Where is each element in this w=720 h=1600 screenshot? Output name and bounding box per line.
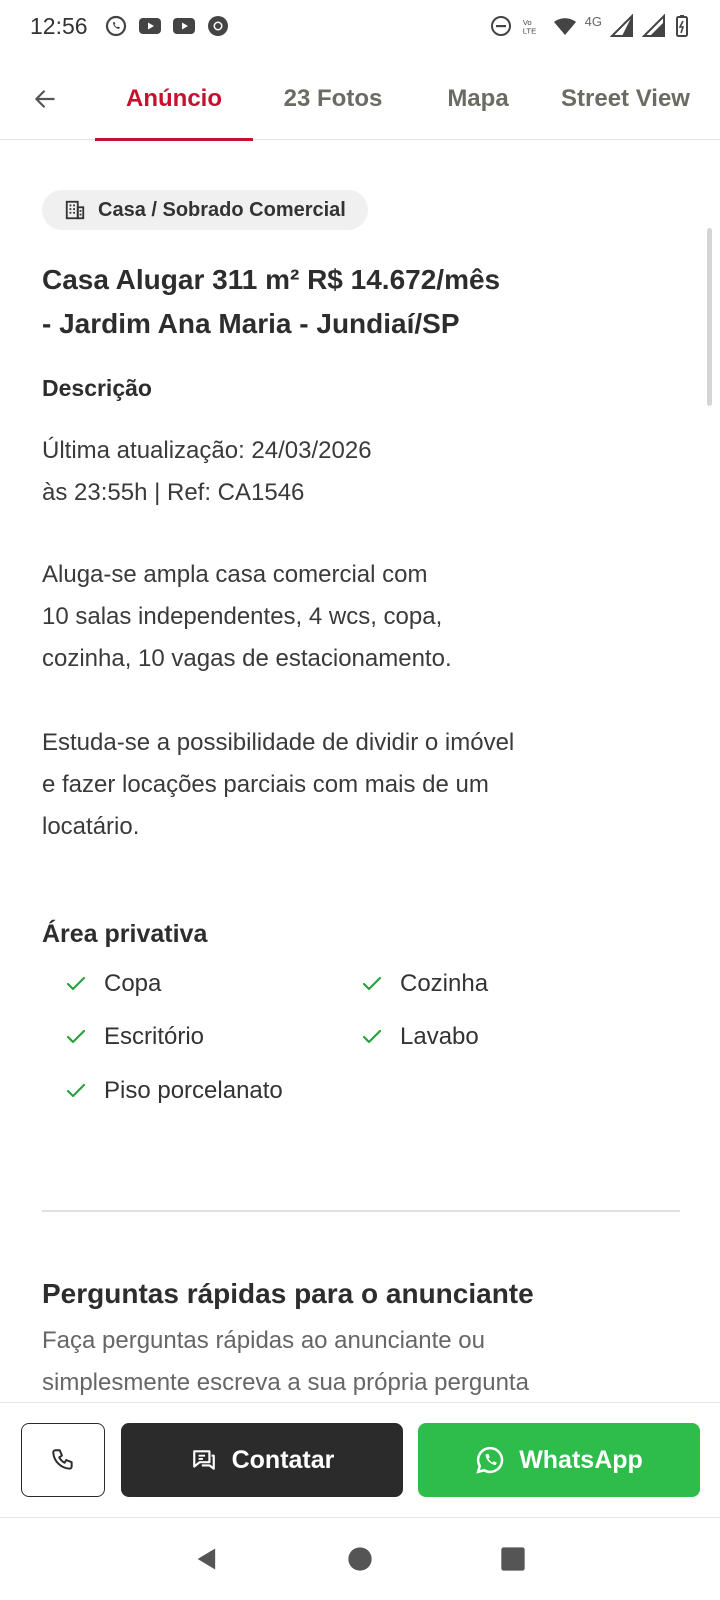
quick-questions-heading: Perguntas rápidas para o anunciante — [42, 1278, 534, 1309]
feature-item — [64, 1077, 283, 1105]
volte-icon — [521, 14, 545, 38]
description-line: e fazer locações parciais com mais de um — [42, 771, 489, 798]
last-update-line2: às 23:55h | Ref: CA1546 — [42, 479, 305, 506]
whatsapp-button[interactable] — [418, 1423, 700, 1497]
svg-text:LTE: LTE — [522, 26, 536, 36]
description-heading: Descrição — [42, 375, 152, 401]
battery-icon — [674, 14, 690, 38]
feature-label: Copa — [104, 970, 162, 997]
check-icon — [360, 1025, 384, 1049]
category-label: Casa / Sobrado Comercial — [98, 198, 346, 221]
listing-title-line1: Casa Alugar 311 m² R$ 14.672/mês — [42, 264, 501, 295]
svg-text:Vo: Vo — [522, 18, 532, 28]
private-area-heading: Área privativa — [42, 920, 208, 948]
check-icon — [360, 972, 384, 996]
tab-mapa[interactable]: Mapa — [447, 84, 509, 112]
chrome-icon — [206, 14, 230, 38]
quick-questions-line: simplesmente escreva a sua própria pergunta — [42, 1369, 529, 1396]
building-icon — [64, 199, 86, 221]
back-button[interactable] — [0, 58, 90, 140]
description-line: Aluga-se ampla casa comercial com — [42, 561, 428, 588]
whatsapp-icon — [475, 1445, 505, 1475]
check-icon — [64, 972, 88, 996]
check-icon — [64, 1025, 88, 1049]
wifi-icon — [553, 14, 577, 38]
signal-4g-icon — [610, 14, 634, 38]
dnd-icon — [489, 14, 513, 38]
tab-fotos[interactable]: 23 Fotos — [283, 84, 383, 112]
system-icons — [489, 14, 690, 38]
last-update — [42, 430, 642, 514]
feature-label: Cozinha — [400, 970, 489, 997]
description-paragraph-2 — [42, 722, 642, 848]
feature-item — [360, 1023, 479, 1051]
section-divider — [42, 1210, 680, 1212]
last-update-line1: Última atualização: 24/03/2026 — [42, 437, 372, 464]
tab-anuncio[interactable]: Anúncio — [95, 58, 253, 140]
check-icon — [64, 1079, 88, 1103]
nav-recents-icon[interactable] — [499, 1545, 527, 1573]
feature-label: Piso porcelanato — [104, 1077, 283, 1104]
system-nav-bar — [0, 1518, 720, 1600]
scrollbar[interactable] — [707, 228, 712, 406]
whatsapp-icon — [104, 14, 128, 38]
tab-bar — [0, 58, 720, 140]
feature-item — [64, 970, 161, 998]
category-chip — [42, 190, 368, 230]
listing-title-line2: - Jardim Ana Maria - Jundiaí/SP — [42, 308, 460, 339]
arrow-left-icon — [32, 86, 58, 112]
description-line: Estuda-se a possibilidade de dividir o imóvel — [42, 729, 515, 756]
action-bar — [0, 1402, 720, 1518]
network-type-label: 4G — [584, 13, 602, 29]
signal-icon — [642, 14, 666, 38]
description-line: 10 salas independentes, 4 wcs, copa, — [42, 603, 443, 630]
whatsapp-label: WhatsApp — [519, 1445, 643, 1474]
chat-icon — [190, 1447, 218, 1473]
contact-label: Contatar — [231, 1445, 335, 1474]
quick-questions-line: Faça perguntas rápidas ao anunciante ou — [42, 1327, 485, 1354]
quick-questions-text — [42, 1320, 662, 1404]
call-button[interactable] — [21, 1423, 105, 1497]
notification-icons — [104, 14, 230, 38]
nav-home-icon[interactable] — [346, 1545, 374, 1573]
listing-title — [42, 258, 662, 346]
status-time: 12:56 — [30, 12, 88, 39]
phone-icon — [50, 1447, 76, 1473]
contact-button[interactable] — [121, 1423, 403, 1497]
description-line: cozinha, 10 vagas de estacionamento. — [42, 645, 452, 672]
feature-label: Lavabo — [400, 1023, 479, 1050]
description-line: locatário. — [42, 813, 140, 840]
tab-street-view[interactable]: Street View — [561, 84, 690, 112]
feature-label: Escritório — [104, 1023, 205, 1050]
feature-item — [360, 970, 488, 998]
feature-item — [64, 1023, 204, 1051]
youtube-icon — [138, 14, 162, 38]
nav-back-icon[interactable] — [193, 1544, 221, 1574]
status-bar — [0, 0, 720, 52]
youtube-icon — [172, 14, 196, 38]
description-paragraph-1 — [42, 554, 642, 680]
